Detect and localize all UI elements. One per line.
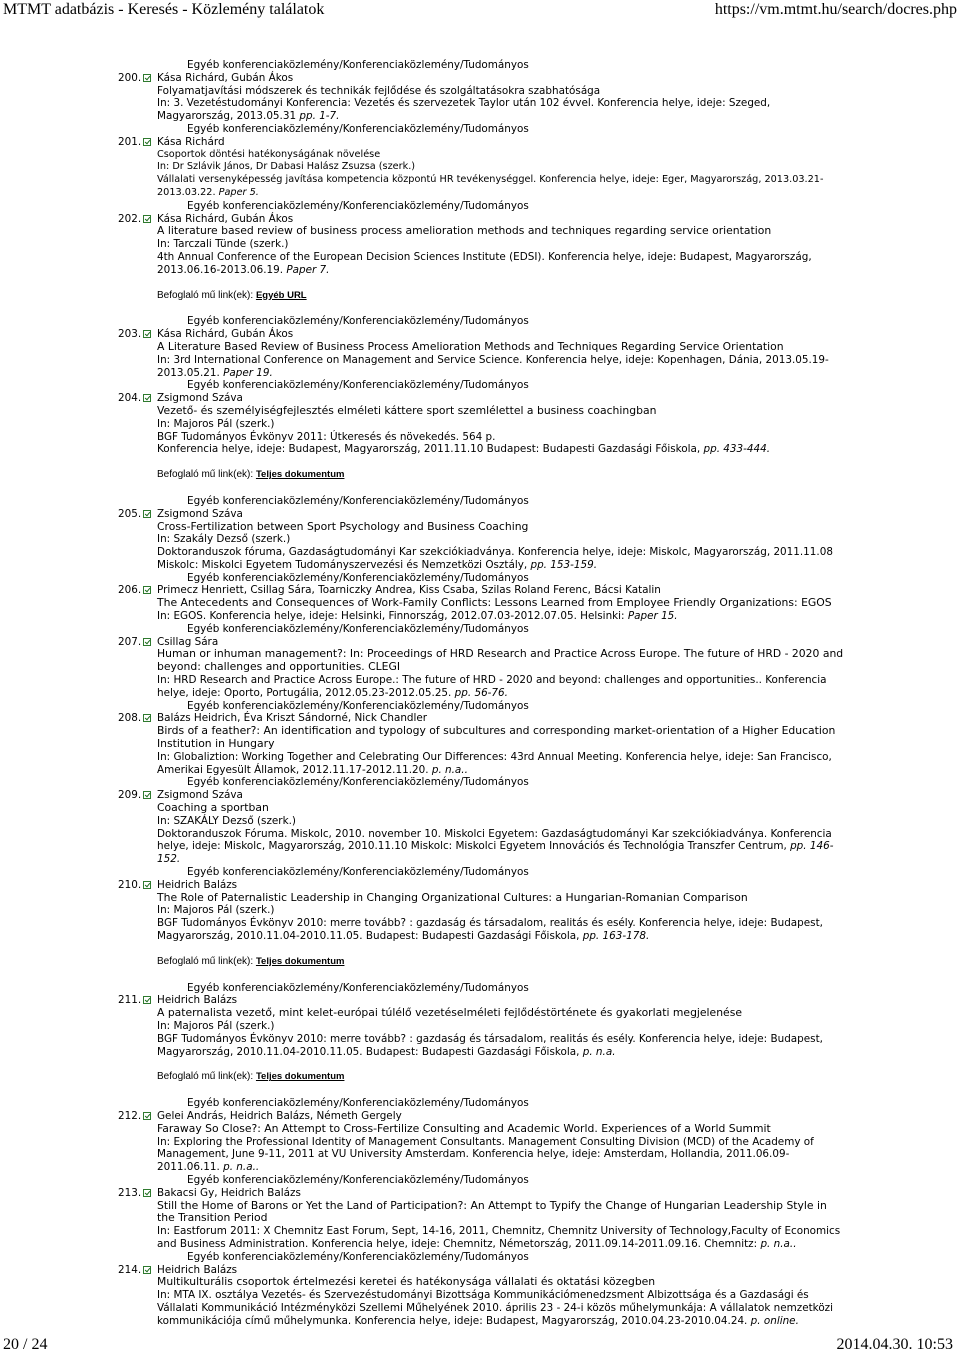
entry-number: 210. (118, 878, 142, 891)
category-line: Egyéb konferenciaközlemény/Konferenciaközlemény/Tudományos (187, 866, 529, 879)
link-prefix: Befoglaló mű link(ek): (157, 1071, 254, 1083)
entry-source-block (157, 1289, 847, 1327)
entry-pages: Paper 5. (218, 186, 259, 198)
entry-title: Folyamatjavítási módszerek és technikák fejlődése és szolgáltatásokra szabhatósága (157, 84, 601, 97)
entry-source: In: HRD Research and Practice Across Europe.: The future of HRD - 2020 and beyond: challenges and opportunities.. Konferencia helye, ideje: Oporto, Portugália, 2012.05.23-2012.05.25. (157, 674, 827, 699)
entry-authors: Kása Richárd (157, 135, 225, 148)
entry-source: In: 3. Vezetéstudományi Konferencia: Vezetés és szervezetek Taylor után 102 évvel. Konferencia helye, ideje: Szeged, Magyarország, (157, 97, 771, 123)
entry-source: In: Exploring the Professional Identity of Management Consultants. Management Consulting Division (MCD) of the Academy of Management, June 9-11, 2011 at VU University Amsterdam. Konferencia helye, ideje: Amsterdam, Hollandia, 2011.06.09-2011.06.11. (157, 1135, 814, 1174)
entry-source: In: Majoros Pál (szerk.) (157, 1019, 275, 1032)
entry-pages: pp. 433-444. (703, 443, 771, 456)
entry-title: A paternalista vezető, mint kelet-európai túlélő vezetéselméleti fejlődéstörténete és gyakorlati megjelenése (157, 1006, 742, 1020)
container-work-links (0, 290, 960, 303)
entry-source-detail: Vállalati versenyképesség javítása kompetencia központú HR tevékenységgel. Konferencia helye, ideje: Eger, Magyarország, 2013.03.21-2013.03.22. (157, 174, 824, 198)
entry-source: In: Dr Szlávik János, Dr Dabasi Halász Zsuzsa (szerk.) (157, 161, 416, 173)
entry-authors: Heidrich Balázs (157, 994, 238, 1007)
entry-number: 214. (118, 1263, 142, 1276)
publication-entry (0, 1264, 960, 1328)
link-prefix: Befoglaló mű link(ek): (157, 955, 254, 967)
entry-title: Multikulturális csoportok értelmezési keretei és hatékonysága vállalati és oktatási közegben (157, 1275, 656, 1289)
publication-list (0, 59, 960, 1328)
entry-title: Csoportok döntési hatékonyságának növelése (157, 148, 381, 160)
checkbox-checked-icon[interactable] (143, 215, 151, 223)
entry-number: 205. (118, 507, 142, 520)
category-line: Egyéb konferenciaközlemény/Konferenciaközlemény/Tudományos (187, 1097, 529, 1110)
checkbox-checked-icon[interactable] (143, 510, 151, 518)
category-line: Egyéb konferenciaközlemény/Konferenciaközlemény/Tudományos (187, 1250, 529, 1263)
entry-source-detail: BGF Tudományos Évkönyv 2011: Útkeresés és növekedés. 564 p. (157, 430, 496, 443)
publication-entry (0, 508, 960, 585)
entry-source-block (157, 97, 847, 123)
entry-source-detail: BGF Tudományos Évkönyv 2010: merre tovább? : gazdaság és társadalom, realitás és esély. Konferencia helye, ideje: Budapest, Magyarország, 2010.11.04-2010.11.05. Budapest: Budapesti Gazdasági Főiskola, (157, 1032, 823, 1058)
entry-source: In: Majoros Pál (szerk.) (157, 904, 275, 917)
entry-source-detail: 4th Annual Conference of the European Decision Sciences Institute (EDSI). Konferencia helye, ideje: Budapest, Magyarország, 2013.06.16-2013.06.19. (157, 250, 812, 276)
entry-number: 207. (118, 635, 142, 648)
publication-entry (0, 994, 960, 1110)
publication-entry (0, 392, 960, 508)
container-work-links (0, 956, 960, 969)
entry-title: Faraway So Close?: An Attempt to Cross-Fertilize Consulting and Academic World. Experiences of a World Summit (157, 1121, 771, 1135)
entry-authors: Heidrich Balázs (157, 1263, 238, 1276)
entry-source-detail: 2013.05.31 (236, 110, 297, 123)
entry-number: 211. (118, 994, 142, 1007)
publication-entry (0, 1110, 960, 1187)
category-line: Egyéb konferenciaközlemény/Konferenciaközlemény/Tudományos (187, 981, 529, 994)
entry-number: 208. (118, 712, 142, 725)
browser-header (0, 0, 960, 20)
publication-entry (0, 72, 960, 136)
entry-source-block (157, 1020, 847, 1058)
entry-number: 206. (118, 584, 142, 597)
entry-number: 204. (118, 392, 142, 405)
entry-number: 203. (118, 328, 142, 341)
entry-source: In: Majoros Pál (szerk.) (157, 417, 275, 430)
entry-pages: Paper 15. (627, 610, 678, 623)
entry-pages: pp. 56-76. (454, 686, 508, 699)
entry-source-block (157, 1136, 847, 1174)
entry-number: 209. (118, 789, 142, 802)
container-link[interactable]: Egyéb URL (255, 289, 307, 301)
entry-pages: pp. 163-178. (582, 930, 650, 942)
container-link[interactable]: Teljes dokumentum (255, 469, 345, 481)
entry-source-block (157, 238, 847, 276)
entry-pages: Paper 7. (286, 263, 330, 276)
entry-source-detail: BGF Tudományos Évkönyv 2010: merre tovább? : gazdaság és társadalom, realitás és esély. Konferencia helye, ideje: Budapest, Magyarország, 2010.11.04-2010.11.05. Budapest: Budapesti Gazdasági Főiskola, (157, 917, 823, 942)
entry-title: A literature based review of business process amelioration methods and techniques regarding service orientation (157, 224, 772, 238)
entry-number: 212. (118, 1109, 142, 1122)
entry-number: 202. (118, 212, 142, 225)
entry-authors: Csillag Sára (157, 635, 219, 648)
entry-number: 201. (118, 135, 142, 148)
entry-authors: Kása Richárd, Gubán Ákos (157, 328, 294, 341)
publication-entry (0, 584, 960, 635)
entry-source-block (157, 674, 847, 700)
container-link[interactable]: Teljes dokumentum (255, 1071, 345, 1083)
link-prefix: Befoglaló mű link(ek): (157, 469, 254, 481)
entry-source: In: MTA IX. osztálya Vezetés- és Szervezéstudományi Bizottsága Kommunikációmenedzsment Albizottsága és a Gazdasági és Vállalati Kommunikáció Intézményközi Szellemi Műhelyének 2010. április 23 - 24-i közös műhelymunkája: A vállalatok nemzetközi kommunikációja című műhelymunka. Konferencia helye, ideje: Budapest, Magyarország, 2010.04.23-2010.04.24. (157, 1289, 834, 1327)
entry-title: A Literature Based Review of Business Process Amelioration Methods and Techniques Regarding Service Orientation (157, 339, 784, 353)
entry-pages: p. n.a.. (760, 1237, 797, 1250)
entry-authors: Zsigmond Száva (157, 789, 243, 802)
entry-source: In: Globaliztion: Working Together and Celebrating Our Differences: 43rd Annual Meeting. Konferencia helye, ideje: San Francisco, Amerikai Egyesült Államok, 2012.11.17-2012.11.20. (157, 750, 832, 776)
container-work-links (0, 1071, 960, 1084)
entry-title: Cross-Fertilization between Sport Psychology and Business Coaching (157, 519, 529, 533)
category-line: Egyéb konferenciaközlemény/Konferenciaközlemény/Tudományos (187, 199, 529, 212)
publication-entry (0, 328, 960, 392)
page-title: MTMT adatbázis - Keresés - Közlemény találatok (3, 1, 325, 18)
category-line: Egyéb konferenciaközlemény/Konferenciaközlemény/Tudományos (187, 122, 529, 135)
checkbox-checked-icon[interactable] (143, 1266, 151, 1274)
entry-authors: Kása Richárd, Gubán Ákos (157, 212, 294, 225)
entry-source-detail: Doktoranduszok Fóruma. Miskolc, 2010. november 10. Miskolci Egyetem: Gazdaságtudományi Kar szekciókiadványa. Konferencia helye, ideje: Miskolc, Magyarország, 2010.11.10 Miskolc: Miskolci Egyetem Innovációs és Technológia Transzfer Centrum, (157, 827, 832, 853)
entry-source-block (157, 1225, 847, 1251)
publication-entry (0, 789, 960, 879)
container-work-links (0, 469, 960, 482)
entry-source: In: EGOS. Konferencia helye, ideje: Helsinki, Finnország, 2012.07.03-2012.07.05. Helsinki: (157, 610, 625, 623)
entry-pages: pp. 1-7. (299, 110, 340, 123)
category-line: Egyéb konferenciaközlemény/Konferenciaközlemény/Tudományos (187, 59, 529, 71)
entry-source-detail: Doktoranduszok fóruma, Gazdaságtudományi Kar szekciókiadványa. Konferencia helye, ideje: Miskolc, Magyarország, 2011.11.08 Miskolc: Miskolci Egyetem Tudományszervezési és Nemzetközi Osztály, (157, 546, 833, 571)
category-line: Egyéb konferenciaközlemény/Konferenciaközlemény/Tudományos (187, 1173, 529, 1186)
checkbox-checked-icon[interactable] (143, 714, 151, 722)
entry-pages: p. n.a.. (223, 1161, 260, 1174)
entry-number: 200. (118, 71, 142, 84)
checkbox-checked-icon[interactable] (143, 74, 151, 82)
checkbox-checked-icon[interactable] (143, 586, 151, 594)
entry-authors: Zsigmond Száva (157, 392, 243, 405)
entry-title: The Antecedents and Consequences of Work-Family Conflicts: Lessons Learned from Employee Friendly Organizations: EGOS (157, 596, 832, 610)
entry-source: In: SZAKÁLY Dezső (szerk.) (157, 814, 296, 827)
entry-title: The Role of Paternalistic Leadership in Changing Organizational Cultures: a Hungarian-Romanian Comparison (157, 890, 748, 904)
checkbox-checked-icon[interactable] (143, 881, 151, 889)
category-line: Egyéb konferenciaközlemény/Konferenciaközlemény/Tudományos (187, 776, 529, 789)
entry-source-block (157, 751, 847, 777)
checkbox-checked-icon[interactable] (143, 330, 151, 338)
entry-source-block (157, 815, 847, 866)
entry-authors: Primecz Henriett, Csillag Sára, Toarniczky Andrea, Kiss Csaba, Szilas Roland Ferenc, Bácsi Katalin (157, 584, 661, 597)
publication-entry (0, 879, 960, 995)
entry-pages: pp. 153-159. (530, 558, 597, 571)
entry-title: Human or inhuman management?: In: Proceedings of HRD Research and Practice Across Europe. The future of HRD - 2020 and beyond: challenges and opportunities. CLEGI (157, 647, 844, 674)
publication-entry (0, 712, 960, 789)
entry-source-block (157, 904, 847, 942)
category-line: Egyéb konferenciaközlemény/Konferenciaközlemény/Tudományos (187, 315, 529, 328)
checkbox-checked-icon[interactable] (143, 1189, 151, 1197)
category-line: Egyéb konferenciaközlemény/Konferenciaközlemény/Tudományos (187, 571, 529, 584)
checkbox-checked-icon[interactable] (143, 791, 151, 799)
publication-entry (0, 1187, 960, 1264)
page-url: https://vm.mtmt.hu/search/docres.php (714, 1, 957, 18)
entry-source: In: Tarczali Tünde (szerk.) (157, 238, 289, 251)
category-line: Egyéb konferenciaközlemény/Konferenciaközlemény/Tudományos (187, 699, 529, 712)
entry-authors: Balázs Heidrich, Éva Kriszt Sándorné, Nick Chandler (157, 712, 428, 725)
entry-source-extra: Konferencia helye, ideje: Budapest, Magyarország, 2011.11.10 Budapest: Budapesti Gazdasági Főiskola, (157, 443, 701, 456)
checkbox-checked-icon[interactable] (143, 394, 151, 402)
entry-authors: Zsigmond Száva (157, 507, 243, 520)
entry-source-block (157, 610, 847, 623)
print-datetime: 2014.04.30. 10:53 (836, 1336, 953, 1353)
entry-title: Coaching a sportban (157, 801, 269, 815)
category-line: Egyéb konferenciaközlemény/Konferenciaközlemény/Tudományos (187, 494, 529, 507)
entry-title: Still the Home of Barons or Yet the Land of Participation?: An Attempt to Typify the Change of Hungarian Leadership Style in the Transition Period (157, 1198, 827, 1225)
entry-number: 213. (118, 1186, 142, 1199)
category-line: Egyéb konferenciaközlemény/Konferenciaközlemény/Tudományos (187, 622, 529, 635)
checkbox-checked-icon[interactable] (143, 638, 151, 646)
publication-entry (0, 213, 960, 329)
entry-authors: Bakacsi Gy, Heidrich Balázs (157, 1186, 301, 1199)
print-footer (0, 1335, 960, 1357)
entry-source: In: 3rd International Conference on Management and Service Science. Konferencia helye, ideje: Kopenhagen, Dánia, (157, 353, 763, 366)
publication-entry (0, 136, 960, 213)
entry-source: In: Szakály Dezső (szerk.) (157, 533, 291, 546)
link-prefix: Befoglaló mű link(ek): (157, 289, 254, 301)
entry-source-block (157, 354, 847, 380)
entry-title: Birds of a feather?: An identification and typology of subcultures and corresponding market-orientation of a Higher Education Institution in Hungary (157, 724, 836, 751)
checkbox-checked-icon[interactable] (143, 1112, 151, 1120)
page-counter: 20 / 24 (3, 1336, 48, 1353)
checkbox-checked-icon[interactable] (143, 996, 151, 1004)
entry-authors: Kása Richárd, Gubán Ákos (157, 71, 294, 84)
entry-title: Vezető- és személyiségfejlesztés elméleti káttere sport szemlélettel a business coachingban (157, 403, 657, 417)
entry-authors: Heidrich Balázs (157, 878, 238, 891)
category-line: Egyéb konferenciaközlemény/Konferenciaközlemény/Tudományos (187, 379, 529, 392)
entry-pages: p. online. (750, 1314, 799, 1327)
entry-source-block (157, 161, 847, 199)
entry-source-detail: 2013.05.19-2013.05.21. (157, 353, 829, 379)
entry-pages: Paper 19. (223, 366, 273, 379)
entry-authors: Gelei András, Heidrich Balázs, Németh Gergely (157, 1109, 402, 1122)
entry-pages: p. n.a. (582, 1045, 616, 1058)
entry-pages: pp. 146-152. (157, 840, 834, 866)
entry-source-block (157, 533, 847, 571)
entry-source-block (157, 418, 847, 456)
publication-entry (0, 636, 960, 713)
container-link[interactable]: Teljes dokumentum (255, 955, 345, 967)
entry-pages: p. n.a.. (431, 763, 468, 776)
checkbox-checked-icon[interactable] (143, 138, 151, 146)
entry-source: In: Eastforum 2011: X Chemnitz East Forum, Sept, 14-16, 2011, Chemnitz, Chemnitz University of Technology,Faculty of Economics and Business Administration. Konferencia helye, ideje: Chemnitz, Németország, 2011.09.14-2011.09.16. Chemnitz: (157, 1225, 841, 1250)
